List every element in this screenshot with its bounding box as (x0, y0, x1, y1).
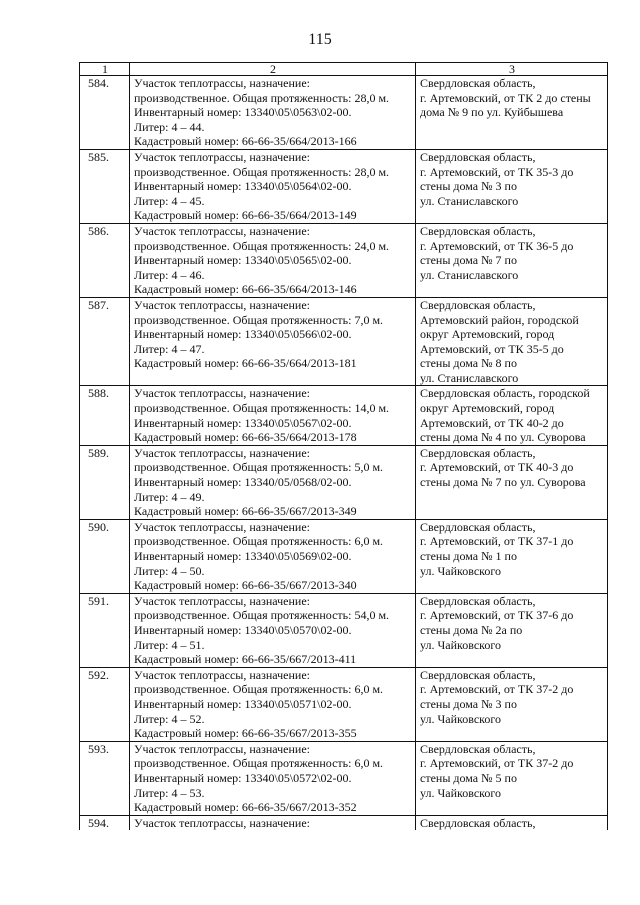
description-line: Инвентарный номер: 13340\05\0564\02-00. (134, 179, 352, 194)
description-line: Кадастровый номер: 66-66-35/664/2013-166 (134, 134, 357, 149)
address-line: округ Артемовский, город (420, 401, 555, 416)
address-line: ул. Станиславского (420, 370, 519, 385)
description-line: производственное. Общая протяженность: 6,0 м. (134, 682, 384, 697)
row-number: 584. (80, 76, 130, 150)
object-description (130, 445, 416, 519)
table-row (80, 667, 608, 741)
object-description (130, 76, 416, 150)
description-line: Участок теплотрассы, назначение: (134, 445, 310, 460)
object-address (416, 297, 608, 386)
description-line: Кадастровый номер: 66-66-35/667/2013-349 (134, 504, 357, 519)
description-line: Литер: 4 – 51. (134, 637, 205, 652)
address-line: г. Артемовский, от ТК 36-5 до (420, 238, 574, 253)
object-address (416, 149, 608, 223)
address-line: г. Артемовский, от ТК 2 до стены (420, 90, 591, 105)
description-line: Участок теплотрассы, назначение: (134, 76, 310, 90)
description-line: Участок теплотрассы, назначение: (134, 223, 310, 238)
header-row (80, 63, 608, 76)
description-line: производственное. Общая протяженность: 54,0 м. (134, 608, 390, 623)
description-line: производственное. Общая протяженность: 14,0 м. (134, 401, 390, 416)
address-line: ул. Станиславского (420, 267, 519, 282)
description-line: Участок теплотрассы, назначение: (134, 297, 310, 312)
object-description (130, 815, 416, 830)
address-line: Свердловская область, (420, 223, 536, 238)
object-description (130, 519, 416, 593)
description-line: Литер: 4 – 46. (134, 267, 205, 282)
object-description (130, 741, 416, 815)
object-description (130, 593, 416, 667)
description-line: Инвентарный номер: 13340\05\0572\02-00. (134, 770, 352, 785)
object-address (416, 593, 608, 667)
row-number: 594. (80, 815, 130, 830)
row-number: 586. (80, 223, 130, 297)
row-number: 592. (80, 667, 130, 741)
address-line: Свердловская область, (420, 445, 536, 460)
address-line: ул. Станиславского (420, 193, 519, 208)
row-number: 588. (80, 386, 130, 445)
description-line: Кадастровый номер: 66-66-35/667/2013-352 (134, 800, 357, 815)
object-description (130, 297, 416, 386)
description-line: производственное. Общая протяженность: 24,0 м. (134, 238, 390, 253)
table-header (80, 63, 608, 76)
row-number: 587. (80, 297, 130, 386)
row-number: 589. (80, 445, 130, 519)
column-header-address: 3 (416, 63, 608, 76)
description-line: Литер: 4 – 44. (134, 119, 205, 134)
address-line: стены дома № 2а по (420, 622, 523, 637)
object-address (416, 386, 608, 445)
description-line: Инвентарный номер: 13340\05\0565\02-00. (134, 253, 352, 268)
table-row (80, 76, 608, 150)
description-line: Участок теплотрассы, назначение: (134, 149, 310, 164)
row-number: 590. (80, 519, 130, 593)
object-description (130, 223, 416, 297)
address-line: г. Артемовский, от ТК 37-2 до (420, 682, 574, 697)
table-body (80, 76, 608, 831)
object-address (416, 741, 608, 815)
address-line: г. Артемовский, от ТК 37-6 до (420, 608, 574, 623)
description-line: Кадастровый номер: 66-66-35/667/2013-355 (134, 726, 357, 741)
description-line: Инвентарный номер: 13340\05\0569\02-00. (134, 549, 352, 563)
address-line: стены дома № 1 по (420, 549, 517, 563)
description-line: Инвентарный номер: 13340\05\0570\02-00. (134, 622, 352, 637)
description-line: Литер: 4 – 47. (134, 341, 205, 356)
address-line: г. Артемовский, от ТК 37-2 до (420, 756, 574, 771)
address-line: стены дома № 7 по (420, 253, 517, 268)
description-line: Литер: 4 – 53. (134, 785, 205, 800)
description-line: Инвентарный номер: 13340\05\0563\02-00. (134, 105, 352, 120)
table-row (80, 519, 608, 593)
table-row (80, 223, 608, 297)
address-line: ул. Чайковского (420, 711, 501, 726)
description-line: Участок теплотрассы, назначение: (134, 593, 310, 608)
description-line: Литер: 4 – 50. (134, 563, 205, 578)
address-line: Артемовский, от ТК 35-5 до (420, 341, 564, 356)
address-line: стены дома № 5 по (420, 770, 517, 785)
object-description (130, 149, 416, 223)
description-line: производственное. Общая протяженность: 6,0 м. (134, 534, 384, 549)
address-line: г. Артемовский, от ТК 37-1 до (420, 534, 574, 549)
table-row (80, 741, 608, 815)
object-address (416, 667, 608, 741)
address-line: Свердловская область, (420, 815, 536, 830)
address-line: Свердловская область, (420, 593, 536, 608)
address-line: Свердловская область, (420, 76, 536, 90)
description-line: Кадастровый номер: 66-66-35/664/2013-149 (134, 208, 357, 223)
address-line: стены дома № 8 по (420, 356, 517, 371)
description-line: Инвентарный номер: 13340\05\0567\02-00. (134, 415, 352, 430)
address-line: Свердловская область, (420, 149, 536, 164)
address-line: ул. Чайковского (420, 563, 501, 578)
description-line: Кадастровый номер: 66-66-35/664/2013-178 (134, 430, 357, 445)
address-line: Свердловская область, (420, 741, 536, 756)
table-row (80, 386, 608, 445)
description-line: Участок теплотрассы, назначение: (134, 386, 310, 401)
description-line: Литер: 4 – 52. (134, 711, 205, 726)
address-line: стены дома № 3 по (420, 696, 517, 711)
object-address (416, 223, 608, 297)
description-line: Кадастровый номер: 66-66-35/664/2013-181 (134, 356, 357, 371)
object-description (130, 667, 416, 741)
object-address (416, 815, 608, 830)
description-line: Участок теплотрассы, назначение: (134, 741, 310, 756)
object-address (416, 76, 608, 150)
description-line: Литер: 4 – 49. (134, 489, 205, 504)
address-line: г. Артемовский, от ТК 40-3 до (420, 460, 574, 475)
registry-table (79, 62, 608, 830)
address-line: Свердловская область, (420, 667, 536, 682)
row-number: 591. (80, 593, 130, 667)
table-row (80, 445, 608, 519)
table-row (80, 297, 608, 386)
description-line: Инвентарный номер: 13340\05\0566\02-00. (134, 327, 352, 342)
description-line: Кадастровый номер: 66-66-35/667/2013-411 (134, 652, 357, 667)
row-number: 585. (80, 149, 130, 223)
object-address (416, 519, 608, 593)
description-line: Инвентарный номер: 13340/05/0568/02-00. (134, 475, 352, 490)
description-line: производственное. Общая протяженность: 28,0 м. (134, 90, 390, 105)
table-row (80, 815, 608, 830)
address-line: стены дома № 4 по ул. Суворова (420, 430, 586, 445)
description-line: Инвентарный номер: 13340\05\0571\02-00. (134, 696, 352, 711)
table-row (80, 149, 608, 223)
description-line: производственное. Общая протяженность: 6,0 м. (134, 756, 384, 771)
description-line: Участок теплотрассы, назначение: (134, 667, 310, 682)
row-number: 593. (80, 741, 130, 815)
object-description (130, 386, 416, 445)
address-line: дома № 9 по ул. Куйбышева (420, 105, 564, 120)
address-line: стены дома № 3 по (420, 179, 517, 194)
description-line: Кадастровый номер: 66-66-35/667/2013-340 (134, 578, 357, 593)
address-line: стены дома № 7 по ул. Суворова (420, 475, 586, 490)
address-line: Артемовский, от ТК 40-2 до (420, 415, 564, 430)
address-line: Артемовский район, городской (420, 312, 579, 327)
description-line: Участок теплотрассы, назначение: (134, 815, 310, 830)
description-line: Участок теплотрассы, назначение: (134, 519, 310, 534)
description-line: производственное. Общая протяженность: 28,0 м. (134, 164, 390, 179)
page-number: 115 (308, 31, 332, 48)
address-line: ул. Чайковского (420, 785, 501, 800)
description-line: Литер: 4 – 45. (134, 193, 205, 208)
address-line: Свердловская область, (420, 519, 536, 534)
table-row (80, 593, 608, 667)
column-header-description: 2 (130, 63, 416, 76)
description-line: Кадастровый номер: 66-66-35/664/2013-146 (134, 282, 357, 297)
description-line: производственное. Общая протяженность: 7,0 м. (134, 312, 384, 327)
address-line: Свердловская область, (420, 297, 536, 312)
object-address (416, 445, 608, 519)
address-line: ул. Чайковского (420, 637, 501, 652)
address-line: округ Артемовский, город (420, 327, 555, 342)
description-line: производственное. Общая протяженность: 5,0 м. (134, 460, 384, 475)
column-header-number: 1 (80, 63, 130, 76)
address-line: г. Артемовский, от ТК 35-3 до (420, 164, 574, 179)
address-line: Свердловская область, городской (420, 386, 590, 401)
